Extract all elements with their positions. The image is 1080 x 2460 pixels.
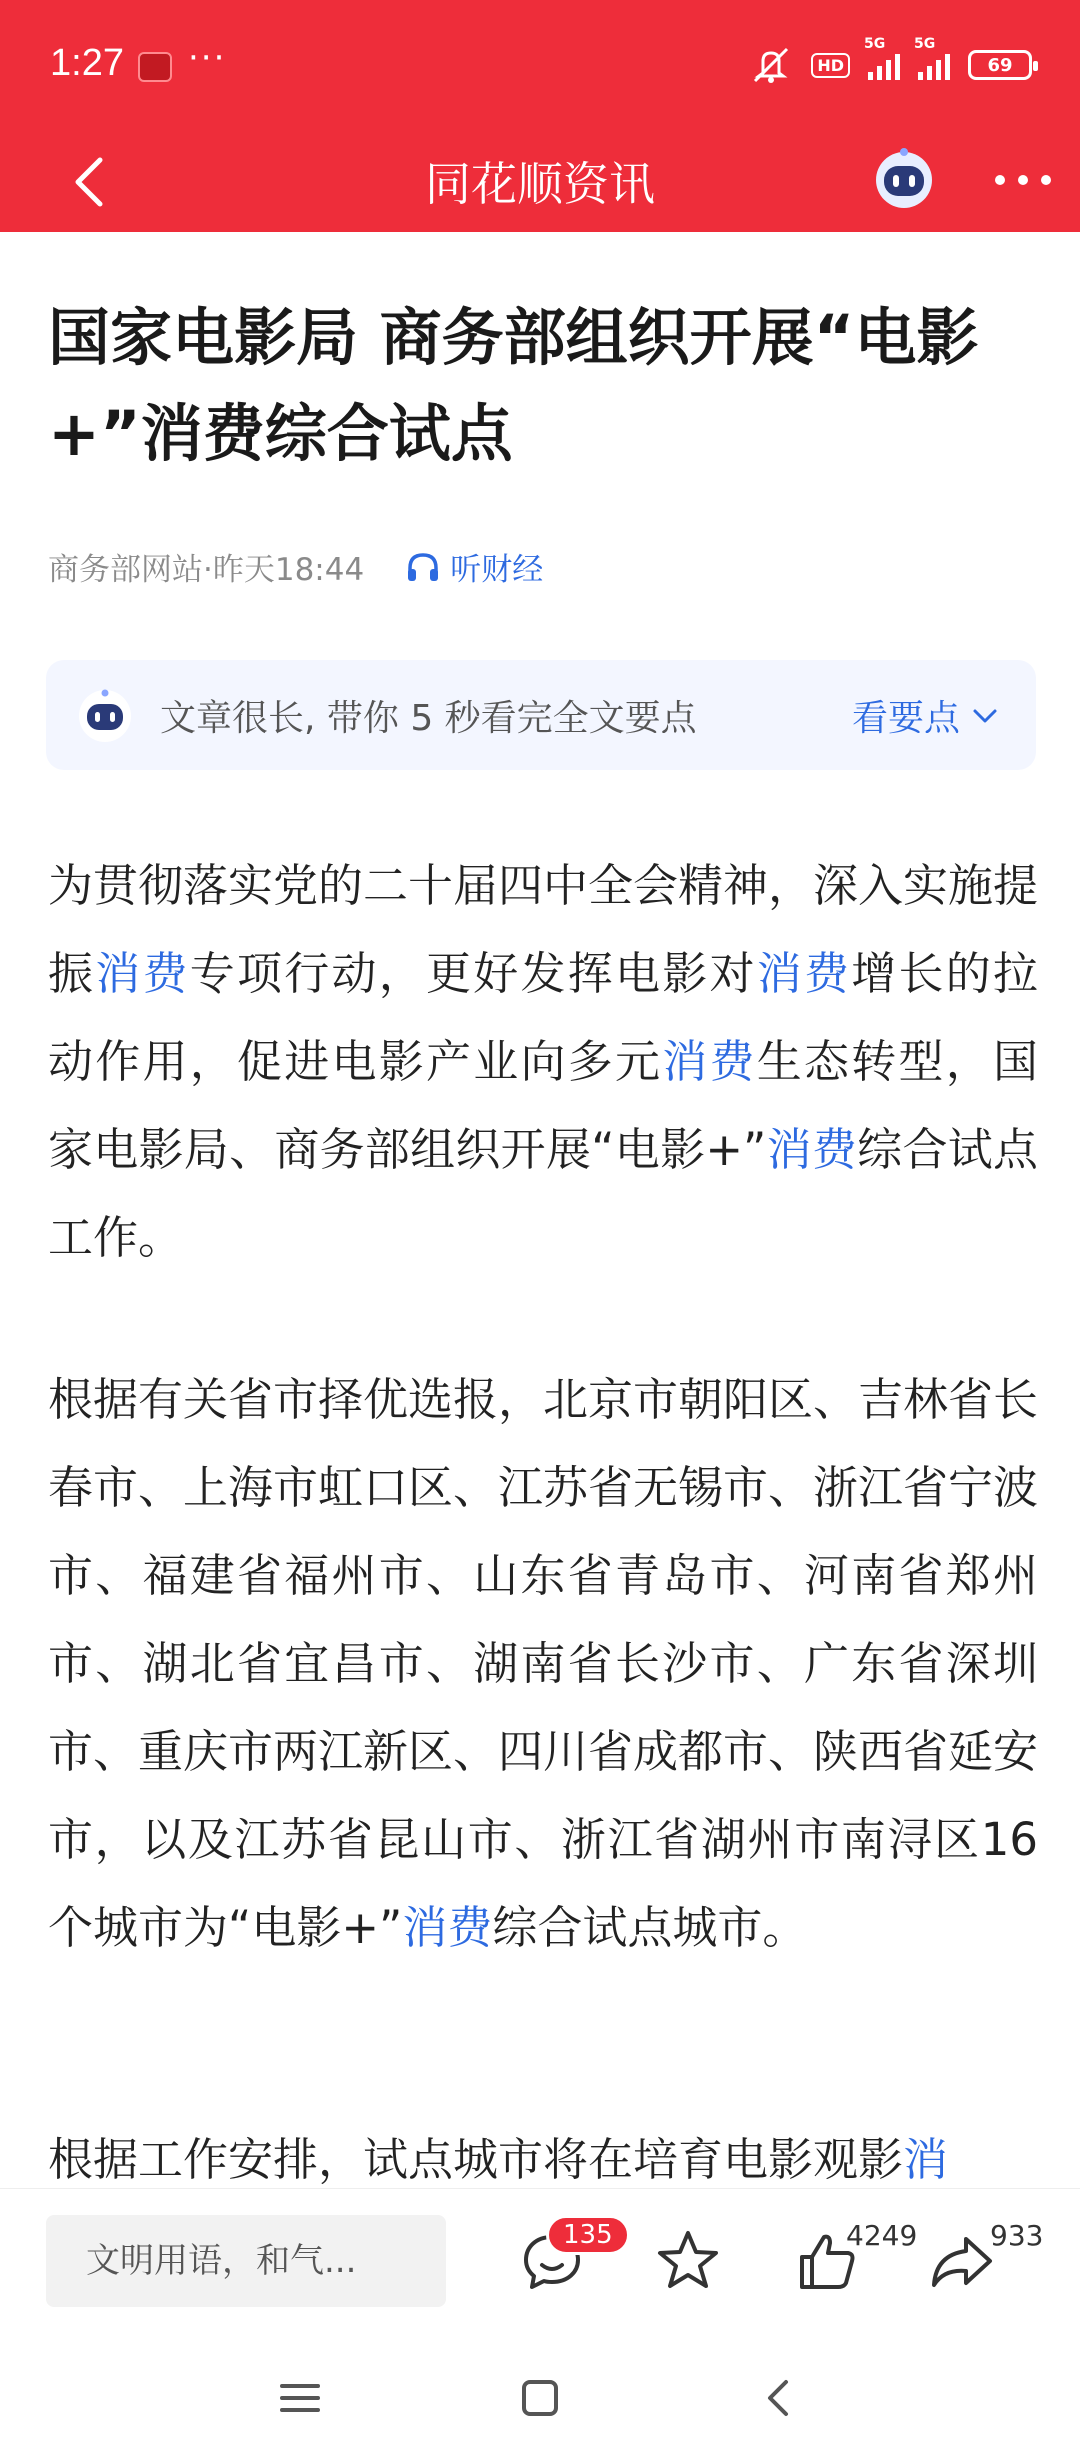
article-paragraph bbox=[48, 1356, 1038, 1972]
status-time: 1:27 bbox=[50, 42, 124, 84]
menu-icon bbox=[270, 2368, 330, 2428]
square-icon bbox=[510, 2368, 570, 2428]
system-nav-bar bbox=[0, 2338, 1080, 2460]
status-icons bbox=[749, 36, 1032, 90]
app-notification-icon bbox=[138, 52, 172, 82]
article-paragraph bbox=[48, 2116, 1038, 2188]
article-title: 国家电影局 商务部组织开展“电影+”消费综合试点 bbox=[48, 301, 979, 470]
keyword-link[interactable]: 消费 bbox=[95, 947, 190, 1000]
paragraph-text: 综合试点工作。 bbox=[48, 1123, 1038, 1264]
mute-icon bbox=[749, 45, 793, 85]
summary-text: 文章很长, 带你 5 秒看完全文要点 bbox=[160, 697, 697, 739]
paragraph-text: 根据工作安排，试点城市将在培育电影观影 bbox=[48, 2133, 904, 2186]
nav-bar bbox=[0, 130, 1080, 232]
like-count: 4249 bbox=[846, 2219, 918, 2252]
paragraph-text: 根据有关省市择优选报，北京市朝阳区、吉林省长春市、上海市虹口区、江苏省无锡市、浙江省宁波市、福建省福州市、山东省青岛市、河南省郑州市、湖北省宜昌市、湖南省长沙市、广东省深圳市、重庆市两江新区、四川省成都市、陕西省延安市，以及江苏省昆山市、浙江省湖州市南浔区16个城市为“电影+” bbox=[48, 1373, 1039, 1954]
listen-label: 听财经 bbox=[450, 552, 544, 588]
keyword-link[interactable]: 消费 bbox=[756, 947, 852, 1000]
share-button[interactable] bbox=[926, 2225, 998, 2297]
recent-apps-button[interactable] bbox=[270, 2368, 330, 2428]
ai-assistant-button[interactable] bbox=[870, 144, 938, 212]
listen-button[interactable] bbox=[404, 544, 543, 589]
battery-icon: 69 bbox=[968, 50, 1032, 80]
favorite-button[interactable] bbox=[652, 2225, 724, 2297]
headphones-icon bbox=[404, 548, 442, 586]
signal-icon-2: 5G bbox=[918, 50, 950, 80]
article-meta bbox=[48, 544, 543, 589]
paragraph-text: 增长的拉动作用，促进电影产业向多元 bbox=[48, 947, 1038, 1088]
star-icon bbox=[652, 2225, 724, 2297]
more-options-button[interactable] bbox=[990, 150, 1056, 210]
keyword-link[interactable]: 消 bbox=[903, 2133, 949, 2186]
more-dots-icon bbox=[990, 150, 1056, 210]
hd-voice-icon: HD bbox=[811, 53, 850, 78]
chevron-down-icon bbox=[970, 701, 1000, 731]
share-icon bbox=[926, 2225, 998, 2297]
app-header bbox=[0, 0, 1080, 232]
keyword-link[interactable]: 消费 bbox=[766, 1123, 858, 1176]
chevron-left-icon bbox=[750, 2368, 810, 2428]
robot-icon bbox=[870, 144, 938, 212]
paragraph-text: 生态转型，国家电影局、商务部组织开展“电影+” bbox=[48, 1035, 1038, 1176]
paragraph-text: 综合试点城市。 bbox=[492, 1901, 808, 1954]
summary-banner[interactable] bbox=[46, 660, 1036, 770]
article-paragraph bbox=[48, 842, 1038, 1282]
keyword-link[interactable]: 消费 bbox=[662, 1035, 757, 1088]
bottom-action-bar bbox=[0, 2188, 1080, 2338]
paragraph-text: 专项行动，更好发挥电影对 bbox=[189, 947, 757, 1000]
signal-icon-1: 5G bbox=[868, 50, 900, 80]
comment-input[interactable]: 文明用语，和气... bbox=[46, 2215, 446, 2307]
home-button[interactable] bbox=[510, 2368, 570, 2428]
view-summary-link[interactable] bbox=[852, 690, 1000, 741]
source-time: 商务部网站·昨天18:44 bbox=[48, 552, 365, 588]
keyword-link[interactable]: 消费 bbox=[402, 1901, 493, 1954]
more-notifications-icon: ··· bbox=[188, 38, 227, 78]
system-back-button[interactable] bbox=[750, 2368, 810, 2428]
paragraph-text: 为贯彻落实党的二十届四中全会精神，深入实施提振 bbox=[48, 859, 1039, 1000]
robot-icon bbox=[76, 686, 134, 744]
share-count: 933 bbox=[990, 2219, 1044, 2252]
comment-count-badge: 135 bbox=[546, 2215, 630, 2255]
view-summary-label: 看要点 bbox=[851, 698, 960, 739]
page-title: 同花顺资讯 bbox=[425, 157, 655, 211]
status-bar bbox=[0, 0, 1080, 130]
